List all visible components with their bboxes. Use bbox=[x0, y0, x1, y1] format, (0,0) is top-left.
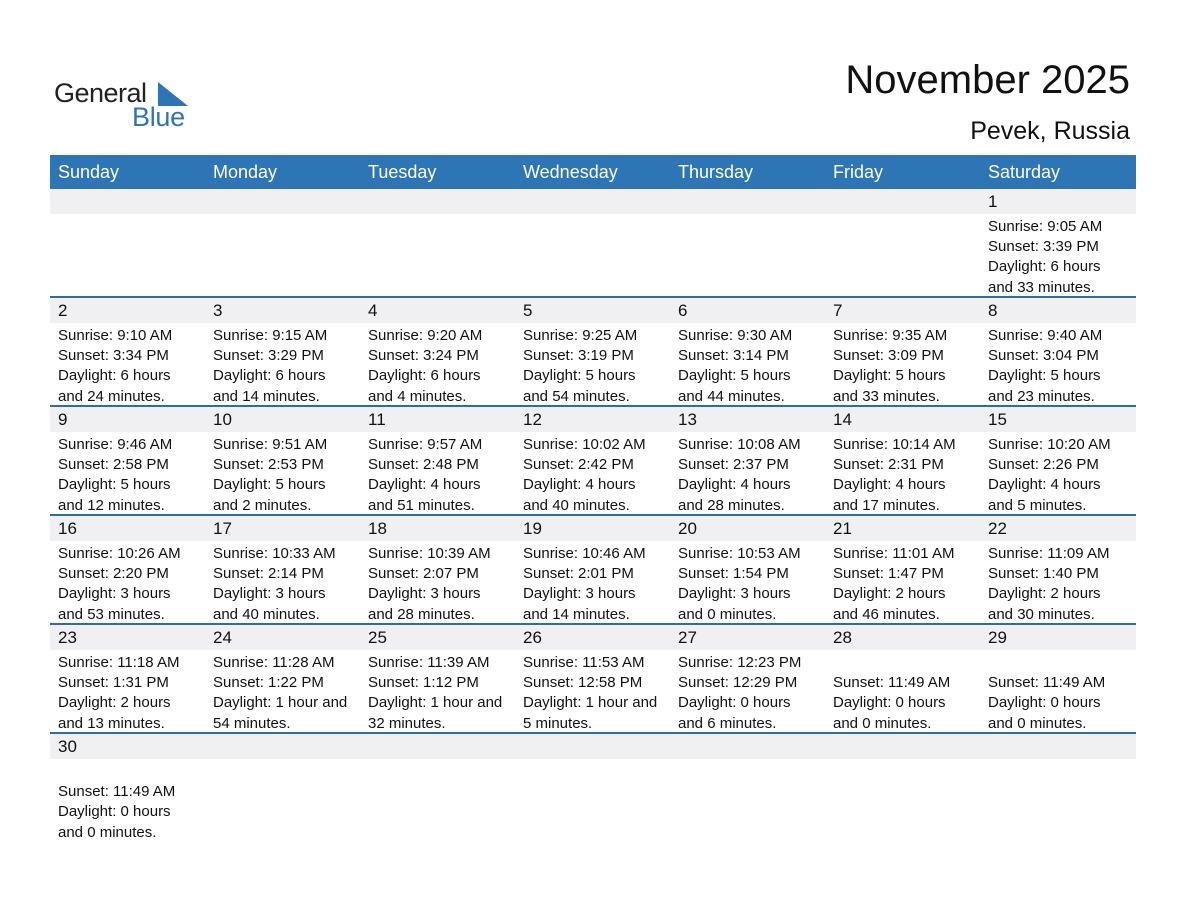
daylight-text: Daylight: 1 hour and bbox=[213, 694, 348, 712]
daylight-text: and 13 minutes. bbox=[58, 714, 165, 732]
day-cell bbox=[980, 298, 1136, 405]
day-cell bbox=[205, 625, 360, 732]
daylight-text: Daylight: 0 hours bbox=[678, 694, 791, 712]
day-number: 3 bbox=[213, 301, 223, 320]
sunset-text: Sunset: 1:47 PM bbox=[833, 565, 944, 583]
day-number: 19 bbox=[523, 519, 542, 538]
day-cell bbox=[50, 407, 205, 514]
sunrise-text: Sunrise: 9:40 AM bbox=[988, 327, 1103, 344]
day-number: 28 bbox=[833, 628, 852, 647]
day-number: 27 bbox=[678, 628, 697, 647]
day-sun-info bbox=[213, 435, 327, 516]
daylight-text: and 40 minutes. bbox=[523, 496, 630, 514]
day-cell bbox=[360, 734, 515, 841]
weekday-saturday: Saturday bbox=[988, 162, 1061, 182]
sunrise-text: Sunrise: 11:09 AM bbox=[988, 545, 1110, 562]
day-cell bbox=[50, 189, 205, 296]
day-cell bbox=[670, 298, 825, 405]
sunrise-text: Sunrise: 10:33 AM bbox=[213, 545, 336, 562]
day-cell bbox=[670, 625, 825, 732]
day-number: 2 bbox=[58, 301, 68, 320]
day-number: 30 bbox=[58, 737, 77, 756]
day-cell bbox=[515, 734, 670, 841]
weekday-thursday: Thursday bbox=[678, 162, 754, 182]
daylight-text: and 51 minutes. bbox=[368, 496, 475, 514]
day-number: 5 bbox=[523, 301, 533, 320]
calendar-grid bbox=[50, 155, 1136, 841]
daylight-text: and 28 minutes. bbox=[678, 496, 785, 514]
daylight-text: and 54 minutes. bbox=[523, 387, 630, 405]
week-cells bbox=[50, 625, 1136, 732]
week-cells bbox=[50, 734, 1136, 841]
sunset-text: Sunset: 2:26 PM bbox=[988, 456, 1099, 474]
sunrise-text: Sunrise: 9:57 AM bbox=[368, 436, 483, 453]
day-number: 20 bbox=[678, 519, 697, 538]
day-cell bbox=[670, 407, 825, 514]
daylight-text: and 44 minutes. bbox=[678, 387, 785, 405]
day-number: 22 bbox=[988, 519, 1007, 538]
sunrise-text: Sunrise: 9:46 AM bbox=[58, 436, 173, 453]
sunrise-text: Sunrise: 10:20 AM bbox=[988, 436, 1111, 453]
day-number: 24 bbox=[213, 628, 232, 647]
day-number: 15 bbox=[988, 410, 1007, 429]
day-cell bbox=[205, 516, 360, 623]
daylight-text: and 28 minutes. bbox=[368, 605, 475, 623]
sunset-text: Sunset: 3:29 PM bbox=[213, 347, 324, 365]
day-number: 21 bbox=[833, 519, 852, 538]
calendar-week bbox=[50, 407, 1136, 516]
calendar-week bbox=[50, 298, 1136, 407]
day-number: 10 bbox=[213, 410, 232, 429]
sunset-text: Sunset: 3:04 PM bbox=[988, 347, 1099, 365]
sunset-text: Sunset: 11:49 AM bbox=[58, 783, 176, 801]
day-cell bbox=[360, 298, 515, 405]
sunset-text: Sunset: 3:09 PM bbox=[833, 347, 944, 365]
daylight-text: and 30 minutes. bbox=[988, 605, 1095, 623]
day-cell bbox=[670, 189, 825, 296]
day-cell bbox=[360, 189, 515, 296]
sunset-text: Sunset: 2:01 PM bbox=[523, 565, 634, 583]
day-cell bbox=[205, 734, 360, 841]
daylight-text: Daylight: 5 hours bbox=[833, 367, 946, 385]
brand-logo bbox=[54, 78, 204, 134]
day-cell bbox=[825, 298, 980, 405]
day-number: 18 bbox=[368, 519, 387, 538]
daylight-text: and 2 minutes. bbox=[213, 496, 312, 514]
daylight-text: Daylight: 1 hour and bbox=[523, 694, 658, 712]
daylight-text: and 6 minutes. bbox=[678, 714, 777, 732]
sunset-text: Sunset: 1:54 PM bbox=[678, 565, 789, 583]
sunrise-text: Sunrise: 9:35 AM bbox=[833, 327, 948, 344]
calendar-week bbox=[50, 625, 1136, 734]
daylight-text: and 24 minutes. bbox=[58, 387, 165, 405]
daylight-text: Daylight: 6 hours bbox=[988, 258, 1101, 276]
sunrise-text: Sunrise: 9:20 AM bbox=[368, 327, 483, 344]
day-cell bbox=[515, 625, 670, 732]
daylight-text: and 0 minutes. bbox=[58, 823, 157, 841]
sunset-text: Sunset: 12:29 PM bbox=[678, 674, 798, 692]
sunset-text: Sunset: 2:20 PM bbox=[58, 565, 169, 583]
sunset-text: Sunset: 3:19 PM bbox=[523, 347, 634, 365]
sunset-text: Sunset: 1:31 PM bbox=[58, 674, 169, 692]
daylight-text: and 23 minutes. bbox=[988, 387, 1095, 405]
day-sun-info bbox=[833, 326, 947, 407]
day-sun-info bbox=[833, 435, 956, 516]
day-cell bbox=[825, 407, 980, 514]
daylight-text: and 14 minutes. bbox=[213, 387, 320, 405]
daylight-text: Daylight: 3 hours bbox=[368, 585, 481, 603]
day-cell bbox=[825, 516, 980, 623]
weekday-friday: Friday bbox=[833, 162, 884, 182]
calendar-weeks bbox=[50, 189, 1136, 841]
day-sun-info bbox=[58, 762, 175, 843]
day-number: 29 bbox=[988, 628, 1007, 647]
day-sun-info bbox=[988, 435, 1111, 516]
week-cells bbox=[50, 516, 1136, 623]
day-sun-info bbox=[988, 653, 1105, 734]
calendar-week bbox=[50, 516, 1136, 625]
daylight-text: 32 minutes. bbox=[368, 714, 446, 732]
daylight-text: Daylight: 3 hours bbox=[213, 585, 326, 603]
daylight-text: 5 minutes. bbox=[523, 714, 593, 732]
day-sun-info bbox=[678, 435, 801, 516]
sunset-text: Sunset: 2:07 PM bbox=[368, 565, 479, 583]
day-cell bbox=[515, 407, 670, 514]
sunset-text: Sunset: 3:39 PM bbox=[988, 238, 1099, 256]
weekday-sunday: Sunday bbox=[58, 162, 120, 182]
day-number: 17 bbox=[213, 519, 232, 538]
day-cell bbox=[515, 189, 670, 296]
day-cell bbox=[50, 516, 205, 623]
day-cell bbox=[515, 516, 670, 623]
day-cell bbox=[205, 298, 360, 405]
sunrise-text bbox=[833, 653, 950, 673]
day-number: 6 bbox=[678, 301, 688, 320]
day-cell bbox=[205, 189, 360, 296]
daylight-text: Daylight: 0 hours bbox=[833, 694, 946, 712]
sunrise-text: Sunrise: 10:14 AM bbox=[833, 436, 956, 453]
day-cell bbox=[515, 298, 670, 405]
weekday-monday: Monday bbox=[213, 162, 278, 182]
daylight-text: Daylight: 3 hours bbox=[58, 585, 171, 603]
daylight-text: and 5 minutes. bbox=[988, 496, 1087, 514]
sunset-text: Sunset: 2:53 PM bbox=[213, 456, 324, 474]
day-cell bbox=[980, 625, 1136, 732]
sunrise-text: Sunrise: 9:25 AM bbox=[523, 327, 638, 344]
day-cell bbox=[670, 734, 825, 841]
day-cell bbox=[360, 625, 515, 732]
sunset-text: Sunset: 2:48 PM bbox=[368, 456, 479, 474]
daylight-text: Daylight: 5 hours bbox=[213, 476, 326, 494]
day-sun-info bbox=[833, 544, 954, 625]
daylight-text: Daylight: 4 hours bbox=[678, 476, 791, 494]
sunrise-text: Sunrise: 10:02 AM bbox=[523, 436, 646, 453]
day-number: 14 bbox=[833, 410, 852, 429]
day-cell bbox=[50, 734, 205, 841]
sunset-text: Sunset: 3:14 PM bbox=[678, 347, 789, 365]
day-sun-info bbox=[988, 544, 1109, 625]
day-cell bbox=[205, 407, 360, 514]
daylight-text: and 0 minutes. bbox=[833, 714, 932, 732]
daylight-text: and 12 minutes. bbox=[58, 496, 165, 514]
week-cells bbox=[50, 407, 1136, 514]
day-cell bbox=[980, 189, 1136, 296]
page-title: November 2025 bbox=[845, 58, 1130, 102]
sunset-text: Sunset: 11:49 AM bbox=[833, 674, 951, 692]
daylight-text: and 46 minutes. bbox=[833, 605, 940, 623]
day-sun-info bbox=[58, 653, 179, 734]
sunset-text: Sunset: 2:58 PM bbox=[58, 456, 169, 474]
day-sun-info bbox=[523, 544, 646, 625]
week-cells bbox=[50, 189, 1136, 296]
day-number: 26 bbox=[523, 628, 542, 647]
day-sun-info bbox=[368, 653, 502, 734]
daylight-text: Daylight: 6 hours bbox=[368, 367, 481, 385]
day-cell bbox=[825, 734, 980, 841]
daylight-text: Daylight: 5 hours bbox=[988, 367, 1101, 385]
day-number: 1 bbox=[988, 192, 998, 211]
sunset-text: Sunset: 12:58 PM bbox=[523, 674, 643, 692]
day-cell bbox=[50, 298, 205, 405]
calendar-week bbox=[50, 189, 1136, 298]
sunset-text: Sunset: 2:42 PM bbox=[523, 456, 634, 474]
daylight-text: Daylight: 5 hours bbox=[678, 367, 791, 385]
day-number: 9 bbox=[58, 410, 68, 429]
day-sun-info bbox=[213, 326, 327, 407]
sunrise-text: Sunrise: 11:01 AM bbox=[833, 545, 955, 562]
day-cell bbox=[825, 189, 980, 296]
day-sun-info bbox=[58, 435, 172, 516]
weekday-wednesday: Wednesday bbox=[523, 162, 618, 182]
daylight-text: Daylight: 2 hours bbox=[833, 585, 946, 603]
sunset-text: Sunset: 3:24 PM bbox=[368, 347, 479, 365]
daylight-text: and 40 minutes. bbox=[213, 605, 320, 623]
daylight-text: and 4 minutes. bbox=[368, 387, 467, 405]
day-sun-info bbox=[523, 326, 637, 407]
sunset-text: Sunset: 11:49 AM bbox=[988, 674, 1106, 692]
daylight-text: and 33 minutes. bbox=[988, 278, 1095, 296]
day-sun-info bbox=[988, 217, 1102, 298]
sunrise-text: Sunrise: 11:28 AM bbox=[213, 654, 335, 671]
daylight-text: Daylight: 3 hours bbox=[523, 585, 636, 603]
daylight-text: Daylight: 1 hour and bbox=[368, 694, 503, 712]
sunrise-text: Sunrise: 12:23 PM bbox=[678, 654, 802, 671]
day-number: 11 bbox=[368, 410, 386, 429]
sunset-text: Sunset: 2:31 PM bbox=[833, 456, 944, 474]
sunset-text: Sunset: 2:14 PM bbox=[213, 565, 324, 583]
sunrise-text: Sunrise: 9:05 AM bbox=[988, 218, 1103, 235]
day-cell bbox=[670, 516, 825, 623]
weekday-tuesday: Tuesday bbox=[368, 162, 437, 182]
sunrise-text: Sunrise: 11:18 AM bbox=[58, 654, 180, 671]
week-cells bbox=[50, 298, 1136, 405]
day-sun-info bbox=[58, 544, 181, 625]
sunrise-text: Sunrise: 9:51 AM bbox=[213, 436, 328, 453]
daylight-text: 54 minutes. bbox=[213, 714, 291, 732]
daylight-text: and 33 minutes. bbox=[833, 387, 940, 405]
day-sun-info bbox=[678, 544, 801, 625]
day-sun-info bbox=[523, 653, 657, 734]
day-cell bbox=[980, 516, 1136, 623]
day-sun-info bbox=[523, 435, 646, 516]
day-sun-info bbox=[988, 326, 1102, 407]
day-number: 16 bbox=[58, 519, 77, 538]
sunrise-text: Sunrise: 10:26 AM bbox=[58, 545, 181, 562]
day-sun-info bbox=[213, 544, 336, 625]
sunrise-text: Sunrise: 9:15 AM bbox=[213, 327, 328, 344]
sunrise-text: Sunrise: 10:08 AM bbox=[678, 436, 801, 453]
day-sun-info bbox=[678, 653, 801, 734]
day-sun-info bbox=[833, 653, 950, 734]
daylight-text: Daylight: 4 hours bbox=[833, 476, 946, 494]
brand-name-general: General bbox=[54, 78, 147, 108]
day-sun-info bbox=[368, 544, 491, 625]
sunrise-text: Sunrise: 10:46 AM bbox=[523, 545, 646, 562]
day-sun-info bbox=[368, 326, 482, 407]
daylight-text: Daylight: 6 hours bbox=[58, 367, 171, 385]
day-sun-info bbox=[368, 435, 482, 516]
daylight-text: and 14 minutes. bbox=[523, 605, 630, 623]
day-number: 25 bbox=[368, 628, 387, 647]
sunrise-text: Sunrise: 11:39 AM bbox=[368, 654, 490, 671]
day-cell bbox=[980, 734, 1136, 841]
sunset-text: Sunset: 1:40 PM bbox=[988, 565, 1099, 583]
daylight-text: Daylight: 2 hours bbox=[988, 585, 1101, 603]
daylight-text: Daylight: 4 hours bbox=[368, 476, 481, 494]
day-cell bbox=[50, 625, 205, 732]
daylight-text: Daylight: 5 hours bbox=[523, 367, 636, 385]
daylight-text: Daylight: 0 hours bbox=[988, 694, 1101, 712]
daylight-text: Daylight: 3 hours bbox=[678, 585, 791, 603]
sunrise-text: Sunrise: 9:30 AM bbox=[678, 327, 793, 344]
day-number: 23 bbox=[58, 628, 77, 647]
day-sun-info bbox=[678, 326, 792, 407]
daylight-text: and 17 minutes. bbox=[833, 496, 940, 514]
sunrise-text: Sunrise: 9:10 AM bbox=[58, 327, 173, 344]
daylight-text: Daylight: 4 hours bbox=[523, 476, 636, 494]
daylight-text: Daylight: 6 hours bbox=[213, 367, 326, 385]
daylight-text: Daylight: 5 hours bbox=[58, 476, 171, 494]
day-cell bbox=[825, 625, 980, 732]
daylight-text: and 0 minutes. bbox=[988, 714, 1087, 732]
daylight-text: and 0 minutes. bbox=[678, 605, 777, 623]
day-cell bbox=[360, 516, 515, 623]
day-sun-info bbox=[213, 653, 347, 734]
daylight-text: and 53 minutes. bbox=[58, 605, 165, 623]
day-number: 4 bbox=[368, 301, 378, 320]
daylight-text: Daylight: 2 hours bbox=[58, 694, 171, 712]
sunrise-text bbox=[988, 653, 1105, 673]
daylight-text: Daylight: 0 hours bbox=[58, 803, 171, 821]
sunrise-text: Sunrise: 11:53 AM bbox=[523, 654, 645, 671]
brand-name-blue: Blue bbox=[132, 102, 185, 132]
sunrise-text: Sunrise: 10:39 AM bbox=[368, 545, 491, 562]
day-cell bbox=[980, 407, 1136, 514]
sunset-text: Sunset: 2:37 PM bbox=[678, 456, 789, 474]
day-number: 13 bbox=[678, 410, 697, 429]
day-number: 7 bbox=[833, 301, 843, 320]
weekday-header bbox=[50, 155, 1136, 189]
sunset-text: Sunset: 3:34 PM bbox=[58, 347, 169, 365]
daylight-text: Daylight: 4 hours bbox=[988, 476, 1101, 494]
location-label: Pevek, Russia bbox=[970, 117, 1130, 145]
day-cell bbox=[360, 407, 515, 514]
day-number: 12 bbox=[523, 410, 542, 429]
sunrise-text: Sunrise: 10:53 AM bbox=[678, 545, 801, 562]
calendar-week bbox=[50, 734, 1136, 841]
sunset-text: Sunset: 1:22 PM bbox=[213, 674, 324, 692]
sunrise-text bbox=[58, 762, 175, 782]
day-sun-info bbox=[58, 326, 172, 407]
day-number: 8 bbox=[988, 301, 998, 320]
sunset-text: Sunset: 1:12 PM bbox=[368, 674, 479, 692]
